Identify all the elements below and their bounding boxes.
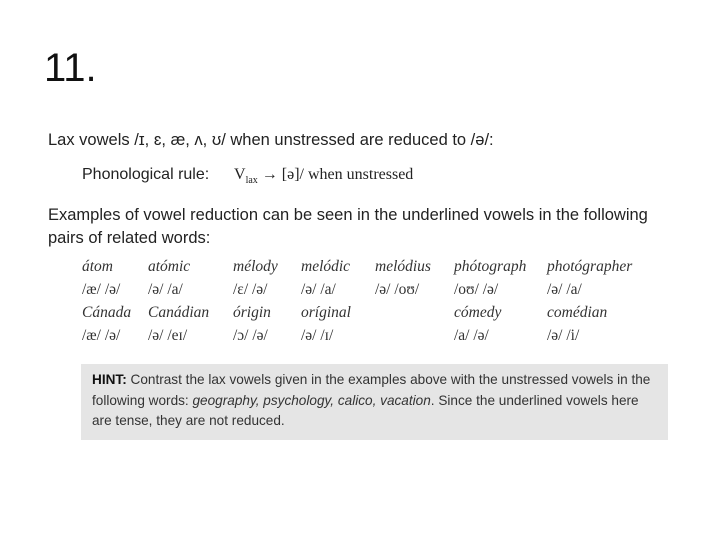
hint-text-end: . Since the underlined vowels here are tense, they are not reduced. [92, 392, 639, 428]
ipa-cell: /ə/ /a/ [547, 281, 582, 299]
hint-words: geography, psychology, calico, vacation [192, 392, 431, 408]
rule-label: Phonological rule: [82, 166, 210, 183]
slide-content [48, 128, 678, 350]
ipa-cell: /ə/ /a/ [301, 281, 336, 299]
hint-box [81, 364, 668, 440]
ipa-cell: /æ/ /ə/ [82, 281, 121, 299]
rule-formula [234, 164, 413, 192]
rule-v: V [234, 166, 246, 183]
ipa-cell [375, 327, 454, 350]
table-row [82, 281, 647, 304]
phonological-rule [82, 164, 678, 192]
word-cell: oríginal [301, 304, 351, 322]
word-cell: comédian [547, 304, 608, 322]
word-cell: photógrapher [547, 258, 633, 276]
ipa-cell: /ə/ /i/ [547, 327, 580, 345]
word-cell: Cánada [82, 304, 132, 322]
rule-subscript: lax [245, 175, 258, 187]
word-cell: cómedy [454, 304, 502, 322]
examples-intro: Examples of vowel reduction can be seen in the underlined vowels in the following pairs of related words: [48, 206, 648, 248]
ipa-cell: /ɔ/ /ə/ [233, 327, 268, 345]
word-cell: órigin [233, 304, 271, 322]
word-cell: Canádian [148, 304, 210, 322]
ipa-cell: /ə/ /a/ [148, 281, 183, 299]
ipa-cell: /ɛ/ /ə/ [233, 281, 268, 299]
word-cell: phótograph [454, 258, 527, 276]
ipa-cell: /a/ /ə/ [454, 327, 489, 345]
word-cell: melódius [375, 258, 431, 276]
table-row [82, 304, 647, 327]
ipa-cell: /ə/ /ɪ/ [301, 327, 334, 345]
table-row [82, 258, 647, 281]
examples-table [82, 258, 647, 350]
table-row [82, 327, 647, 350]
hint-label: HINT: [92, 372, 127, 387]
word-cell: melódic [301, 258, 351, 276]
slide-number: 11. [44, 46, 97, 90]
rule-rest: → [ə]/ when unstressed [257, 166, 414, 183]
word-cell: átom [82, 258, 113, 276]
hint-text: Contrast the lax vowels given in the examples above with the unstressed vowels in the following words: [92, 372, 651, 408]
word-cell: mélody [233, 258, 278, 276]
ipa-cell: /ə/ /eɪ/ [148, 327, 188, 345]
ipa-cell: /ə/ /oʊ/ [375, 281, 420, 299]
ipa-cell: /oʊ/ /ə/ [454, 281, 499, 299]
word-cell [375, 304, 454, 327]
intro-line: Lax vowels /ɪ, ɛ, æ, ʌ, ʊ/ when unstressed are reduced to /ə/: [48, 131, 494, 149]
ipa-cell: /æ/ /ə/ [82, 327, 121, 345]
word-cell: atómic [148, 258, 191, 276]
